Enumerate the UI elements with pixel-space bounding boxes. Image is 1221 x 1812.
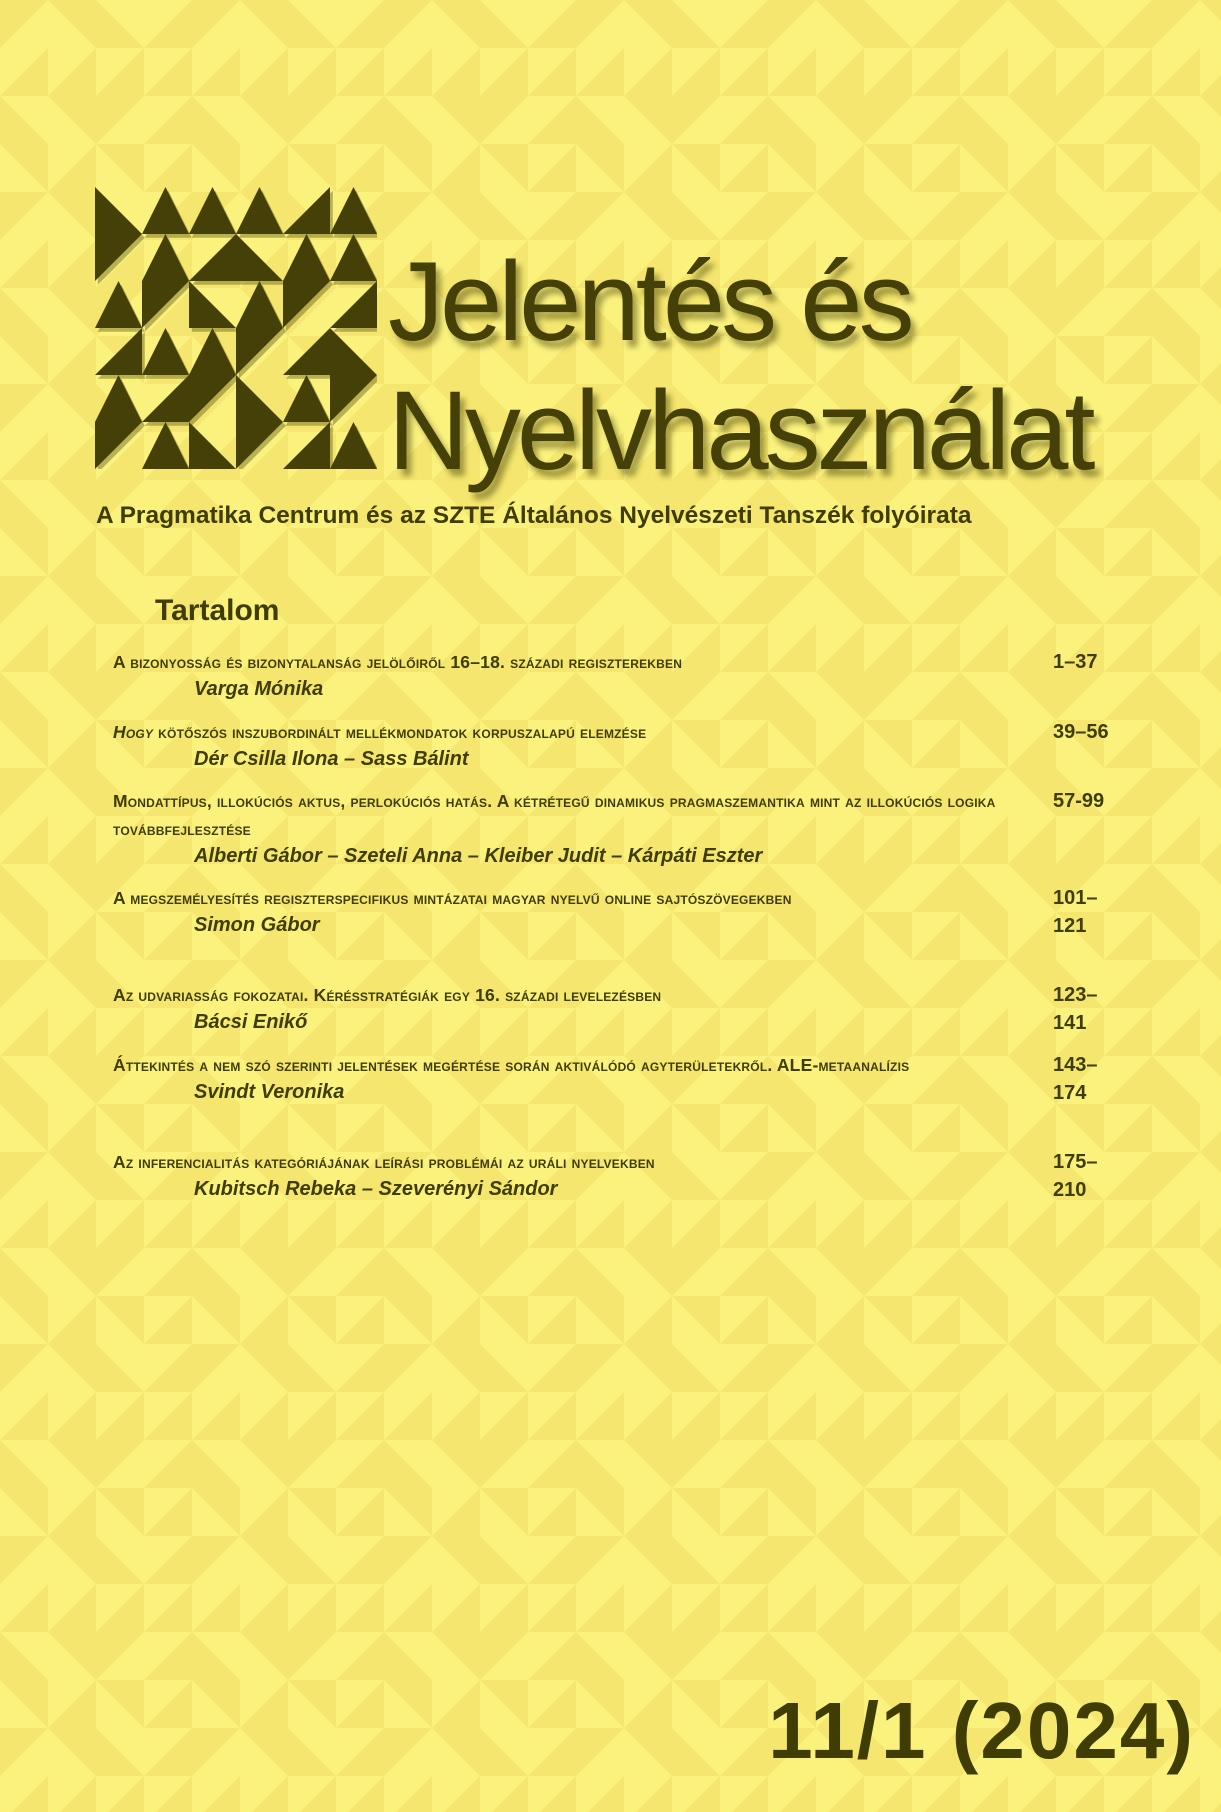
toc-entry-title: Mondattípus, illokúciós aktus, perlokúciós hatás. A kétrétegű dinamikus pragmaszemantika mint az illokúciós logika továbbfejlesztése (113, 791, 996, 839)
journal-title-line-2: Nyelvhasználat (388, 368, 1092, 493)
toc-entry (113, 884, 1113, 938)
toc-entry (113, 1051, 1113, 1105)
toc-entry-title: Az udvariasság fokozatai. Kérésstratégiák egy 16. századi levelezésben (113, 985, 662, 1005)
toc-entry-authors: Svindt Veronika (194, 1081, 345, 1103)
toc-entry-title: Áttekintés a nem szó szerinti jelentések megértése során aktiválódó agyterületekről. ALE-metaanalízis (113, 1055, 910, 1075)
toc-entry (113, 718, 1113, 772)
toc-entry-title (113, 718, 1013, 746)
toc-entry (113, 1148, 1113, 1202)
toc-entry-authors: Varga Mónika (194, 678, 324, 700)
journal-subtitle: A Pragmatika Centrum és az SZTE Általános Nyelvészeti Tanszék folyóirata (96, 502, 972, 529)
toc-entry-pages: 57-99 (1053, 790, 1105, 812)
toc-entry (113, 981, 1113, 1035)
toc-entry-pages: 175–210 (1053, 1151, 1098, 1201)
toc-heading: Tartalom (155, 594, 280, 627)
toc-entry-pages: 101–121 (1053, 887, 1098, 937)
toc-entry (113, 648, 1113, 702)
toc-entry-title: A bizonyosság és bizonytalanság jelölőiről 16–18. századi regiszterekben (113, 652, 683, 672)
toc-entry-pages: 39–56 (1053, 721, 1109, 743)
toc-entry-title: Az inferencialitás kategóriájának leírási problémái az uráli nyelvekben (113, 1152, 655, 1172)
journal-title-line-1: Jelentés és (388, 239, 911, 364)
toc-entry-pages: 143–174 (1053, 1054, 1098, 1104)
journal-logo-triangles (95, 187, 377, 469)
toc-entry-authors: Bácsi Enikő (194, 1011, 308, 1033)
toc-entry-title: A megszemélyesítés regiszterspecifikus mintázatai magyar nyelvű online sajtószövegekben (113, 888, 792, 908)
toc-entry-title-rest: kötőszós inszubordinált mellékmondatok korpuszalapú elemzése (153, 722, 647, 742)
toc-entry-authors: Simon Gábor (194, 914, 320, 936)
toc-entry-pages: 1–37 (1053, 651, 1098, 673)
toc-entry-pages: 123–141 (1053, 984, 1098, 1034)
issue-number: 11/1 (2024) (768, 1686, 1195, 1775)
toc-entry-authors: Dér Csilla Ilona – Sass Bálint (194, 748, 469, 770)
toc-entry-title-italic: Hogy (113, 722, 154, 742)
toc-entry-authors: Alberti Gábor – Szeteli Anna – Kleiber Judit – Kárpáti Eszter (194, 845, 763, 867)
toc-entry (113, 787, 1113, 869)
toc-entry-authors: Kubitsch Rebeka – Szeverényi Sándor (194, 1178, 558, 1200)
